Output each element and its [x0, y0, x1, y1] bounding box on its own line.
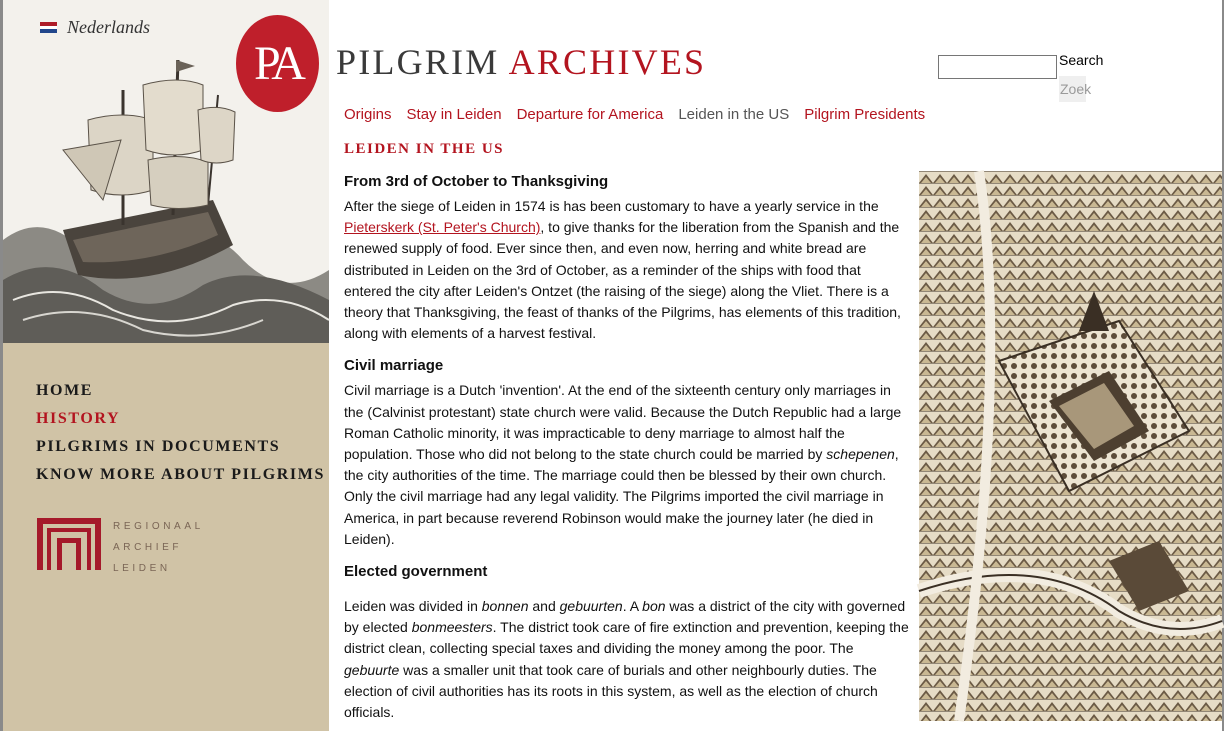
subnav-stay-in-leiden[interactable]: Stay in Leiden: [406, 106, 502, 123]
search-label: Search: [1059, 52, 1104, 68]
archive-logo-line-1: REGIONAAL: [113, 521, 204, 532]
pa-logo[interactable]: PA: [236, 15, 319, 112]
section-elected-government: [344, 560, 910, 723]
search-button[interactable]: Zoek: [1059, 76, 1086, 102]
nav-home[interactable]: HOME: [36, 382, 94, 399]
subnav-departure-for-america[interactable]: Departure for America: [516, 106, 664, 123]
section-heading: From 3rd of October to Thanksgiving: [344, 173, 609, 190]
section-paragraph: After the siege of Leiden in 1574 is has been customary to have a yearly service in the Pieterskerk (St. Peter's Church), to give thanks for the liberation from the Spanish and the renewed supply of food. Ever since then, and even now, herring and white bread are distributed in Leiden on the 3rd of October, as a reminder of the ships with food that entered the city after Leiden's Ontzet (the raising of the siege) along the Vliet. There is a theory that Thanksgiving, the feast of thanks of the Pilgrims, has elements of this tradition, along with elements of a harvest festival.: [344, 198, 901, 342]
search-input[interactable]: [938, 55, 1057, 79]
section-paragraph: Leiden was divided in bonnen and gebuurten. A bon was a district of the city with governed by elected bonmeesters. The district took care of fire extinction and prevention, keeping the district clean, collecting special taxes and dividing the money among the poor. The gebuurte was a smaller unit that took care of burials and other neighbourly duties. The election of civil authorities has its roots in this system, as well as the election of church officials.: [344, 598, 909, 721]
section-thanksgiving: [344, 170, 910, 344]
section-navigation: [344, 106, 925, 123]
subnav-leiden-in-the-us[interactable]: Leiden in the US: [678, 106, 790, 123]
regionaal-archief-leiden-logo[interactable]: [37, 518, 204, 584]
language-switch[interactable]: [40, 17, 150, 38]
section-heading: Elected government: [344, 563, 488, 581]
archive-logo-line-2: ARCHIEF: [113, 542, 183, 553]
page-title: LEIDEN IN THE US: [344, 141, 505, 157]
historic-city-map-image: [919, 171, 1222, 721]
subnav-origins[interactable]: Origins: [344, 106, 392, 123]
language-label[interactable]: Nederlands: [67, 17, 150, 37]
archive-logo-icon: [37, 518, 101, 570]
dutch-flag-icon: [40, 22, 57, 33]
article-content: [344, 170, 910, 723]
site-title-part1: PILGRIM: [336, 42, 500, 82]
site-title[interactable]: [336, 41, 706, 83]
pieterskerk-link[interactable]: Pieterskerk (St. Peter's Church): [344, 219, 541, 236]
nav-know-more-about-pilgrims[interactable]: KNOW MORE ABOUT PILGRIMS: [36, 466, 325, 483]
section-heading: Civil marriage: [344, 357, 444, 375]
archive-logo-line-3: LEIDEN: [113, 563, 171, 574]
subnav-pilgrim-presidents[interactable]: Pilgrim Presidents: [804, 106, 926, 123]
section-civil-marriage: [344, 354, 910, 550]
site-title-part2: ARCHIVES: [508, 42, 707, 82]
main-navigation: [36, 380, 325, 492]
nav-pilgrims-in-documents[interactable]: PILGRIMS IN DOCUMENTS: [36, 438, 281, 455]
section-paragraph: Civil marriage is a Dutch 'invention'. At the end of the sixteenth century only marriages in the (Calvinist protestant) state church were valid. Because the Dutch Republic had a large Roman Catholic minority, it was impracticable to deny marriage to almost half the population. Those who did not belong to the state church could be married by schepenen, the city authorities of the time. The marriage could then be blessed by their own church. Only the civil marriage had any legal validity. The Pilgrims imported the civil marriage in America, in part because reverend Robinson would make the journey later (he died in Leiden).: [344, 382, 902, 547]
nav-history[interactable]: HISTORY: [36, 410, 121, 427]
